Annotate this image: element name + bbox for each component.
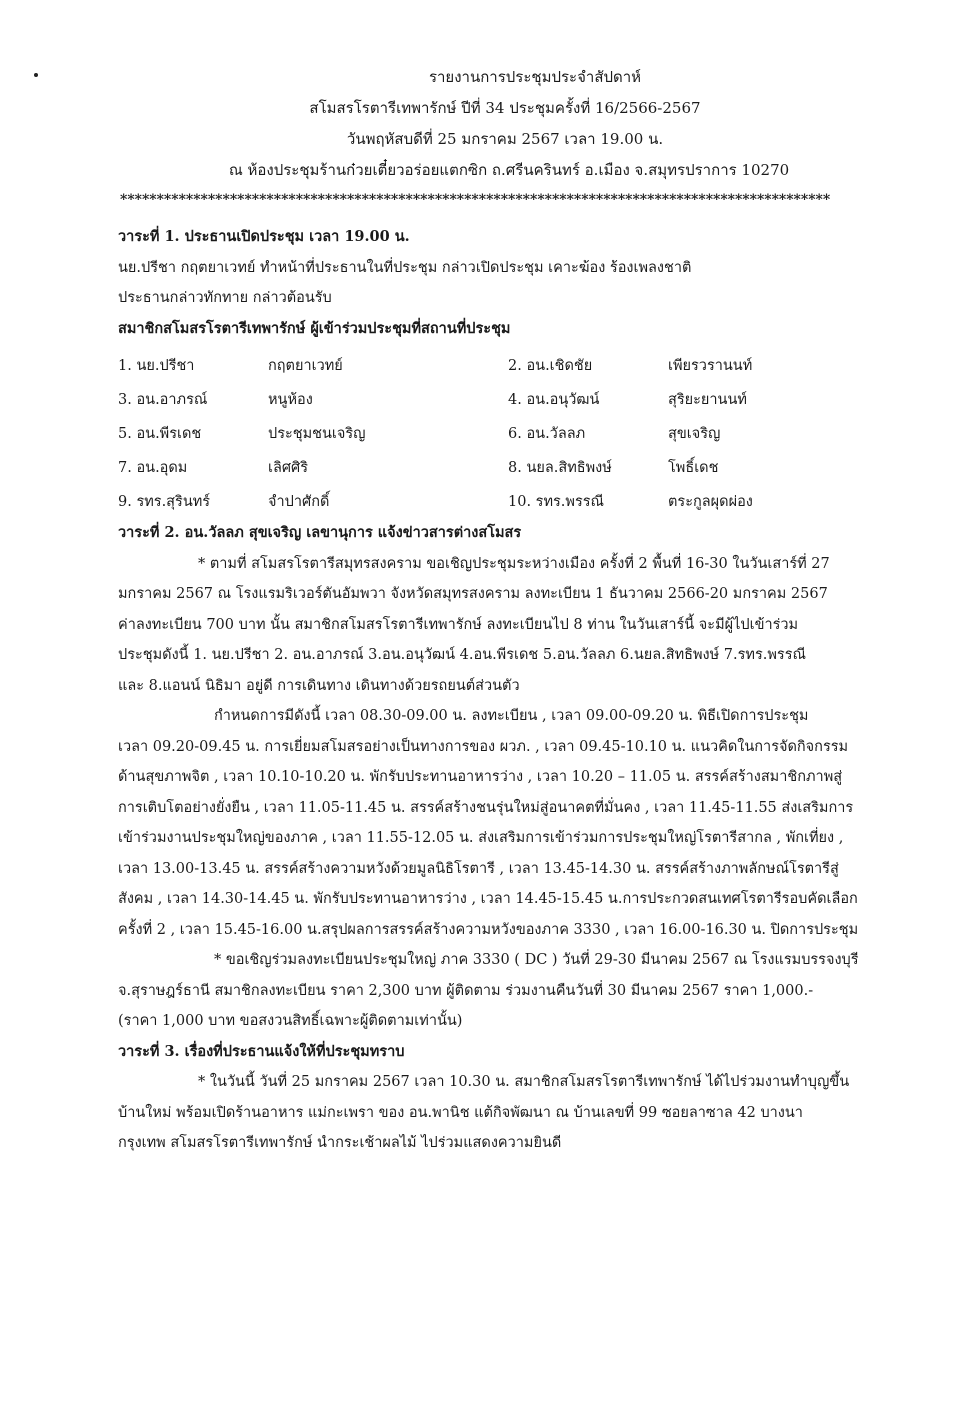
- member-name: 8. นยล.สิทธิพงษ์: [508, 459, 612, 476]
- member-surname: ตระกูลผุดผ่อง: [668, 493, 753, 510]
- member-name: 2. อน.เชิดชัย: [508, 357, 593, 374]
- paragraph-line: เข้าร่วมงานประชุมใหญ่ของภาค , เวลา 11.55-12.05 น. ส่งเสริมการเข้าร่วมการประชุมใหญ่โรตารีสากล , พักเที่ยง ,: [118, 830, 844, 846]
- member-surname: ประชุมชนเจริญ: [268, 425, 366, 442]
- report-header: [0, 62, 970, 186]
- paragraph-line: * ในวันนี้ วันที่ 25 มกราคม 2567 เวลา 10.30 น. สมาชิกสโมสรโรตารีเทพารักษ์ ได้ไปร่วมงานทำบุญขึ้น: [198, 1074, 850, 1090]
- paragraph-line: เวลา 13.00-13.45 น. สรรค์สร้างความหวังด้วยมูลนิธิโรตารี , เวลา 13.45-14.30 น. สรรค์สร้างภาพลักษณ์โรตารีสู่: [118, 860, 839, 877]
- member-name: 5. อน.พีรเดช: [118, 425, 202, 442]
- agenda3-paragraph-1: [118, 1067, 928, 1159]
- agenda1-text-line: นย.ปรีชา กฤตยาเวทย์ ทำหน้าที่ประธานในที่ประชุม กล่าวเปิดประชุม เคาะฆ้อง ร้องเพลงชาติ: [118, 259, 692, 276]
- member-name: 1. นย.ปรีชา: [118, 357, 195, 374]
- member-row: [118, 484, 928, 518]
- paragraph-line: จ.สุราษฎร์ธานี สมาชิกลงทะเบียน ราคา 2,300 บาท ผู้ติดตาม ร่วมงานคืนวันที่ 30 มีนาคม 2567 ราคา 1,000.-: [118, 982, 814, 999]
- venue-line: ณ ห้องประชุมร้านก๋วยเตี๋ยวอร่อยแตกซิก ถ.ศรีนครินทร์ อ.เมือง จ.สมุทรปราการ 10270: [228, 161, 790, 179]
- paragraph-line: การเติบโตอย่างยั่งยืน , เวลา 11.05-11.45 น. สรรค์สร้างชนรุ่นใหม่สู่อนาคตที่มั่นคง , เวลา 11.45-11.55 ส่งเสริมการ: [118, 799, 854, 816]
- member-surname: กฤตยาเวทย์: [268, 357, 343, 374]
- member-surname: หนูห้อง: [268, 391, 313, 408]
- report-body: [118, 222, 928, 1159]
- paragraph-line: บ้านใหม่ พร้อมเปิดร้านอาหาร แม่กะเพรา ของ อน.พานิช แต้กิจพัฒนา ณ บ้านเลขที่ 99 ซอยลาซาล 42 บางนา: [118, 1104, 803, 1121]
- member-row: [118, 348, 928, 382]
- member-surname: สุริยะยานนท์: [668, 391, 747, 408]
- paragraph-line: กรุงเทพ สโมสรโรตารีเทพารักษ์ นำกระเช้าผลไม้ ไปร่วมแสดงความยินดี: [118, 1135, 562, 1151]
- paragraph-line: ค่าลงทะเบียน 700 บาท นั้น สมาชิกสโมสรโรตารีเทพารักษ์ ลงทะเบียนไป 8 ท่าน ในวันเสาร์นี้ จะมีผู้ไปเข้าร่วม: [118, 616, 799, 633]
- separator-line: *************************************************************************************************: [120, 192, 831, 208]
- paragraph-line: ประชุมดังนี้ 1. นย.ปรีชา 2. อน.อาภรณ์ 3.อน.อนุวัฒน์ 4.อน.พีรเดช 5.อน.วัลลภ 6.นยล.สิทธิพงษ์ 7.รทร.พรรณี: [118, 647, 806, 663]
- agenda1-heading: วาระที่ 1. ประธานเปิดประชุม เวลา 19.00 น.: [118, 228, 410, 245]
- member-row: [118, 416, 928, 450]
- agenda1-text-line: ประธานกล่าวทักทาย กล่าวต้อนรับ: [118, 290, 332, 306]
- member-surname: เพียรวรานนท์: [668, 357, 753, 374]
- agenda2-heading: วาระที่ 2. อน.วัลลภ สุขเจริญ เลขานุการ แจ้งข่าวสารต่างสโมสร: [118, 524, 522, 541]
- member-name: 9. รทร.สุรินทร์: [118, 493, 211, 510]
- member-name: 4. อน.อนุวัฒน์: [508, 391, 600, 408]
- member-row: [118, 382, 928, 416]
- member-name: 7. อน.อุดม: [118, 459, 188, 476]
- date-line: วันพฤหัสบดีที่ 25 มกราคม 2567 เวลา 19.00 น.: [346, 130, 664, 148]
- member-name: 10. รทร.พรรณี: [508, 493, 604, 510]
- member-surname: จำปาศักดิ์: [268, 493, 330, 510]
- paragraph-line: ด้านสุขภาพจิต , เวลา 10.10-10.20 น. พักรับประทานอาหารว่าง , เวลา 10.20 – 11.05 น. สรรค์สร้างสมาชิกภาพสู่: [118, 769, 843, 785]
- member-surname: โพธิ์เดช: [668, 459, 719, 476]
- member-name: 6. อน.วัลลภ: [508, 425, 586, 442]
- agenda2-paragraph-1: [118, 549, 928, 702]
- members-heading: สมาชิกสโมสรโรตารีเทพารักษ์ ผู้เข้าร่วมประชุมที่สถานที่ประชุม: [118, 319, 511, 337]
- paragraph-line: สังคม , เวลา 14.30-14.45 น. พักรับประทานอาหารว่าง , เวลา 14.45-15.45 น.การประกวดสนเทศโรตารีรอบคัดเลือก: [118, 891, 858, 907]
- paragraph-line: กำหนดการมีดังนี้ เวลา 08.30-09.00 น. ลงทะเบียน , เวลา 09.00-09.20 น. พิธีเปิดการประชุม: [214, 708, 809, 724]
- agenda3-heading: วาระที่ 3. เรื่องที่ประธานแจ้งให้ที่ประชุมทราบ: [118, 1042, 405, 1060]
- report-title: รายงานการประชุมประจำสัปดาห์: [428, 68, 642, 86]
- club-line: สโมสรโรตารีเทพารักษ์ ปีที่ 34 ประชุมครั้งที่ 16/2566-2567: [309, 99, 701, 117]
- members-list: [118, 348, 928, 518]
- paragraph-line: * ขอเชิญร่วมลงทะเบียนประชุมใหญ่ ภาค 3330 ( DC ) วันที่ 29-30 มีนาคม 2567 ณ โรงแรมบรรจงบุรี: [214, 952, 859, 968]
- paragraph-line: (ราคา 1,000 บาท ขอสงวนสิทธิ์เฉพาะผู้ติดตามเท่านั้น): [118, 1013, 463, 1029]
- paragraph-line: และ 8.แอนน์ นิธิมา อยู่ดี การเดินทาง เดินทางด้วยรถยนต์ส่วนตัว: [118, 677, 520, 694]
- paragraph-line: ครั้งที่ 2 , เวลา 15.45-16.00 น.สรุปผลการสรรค์สร้างความหวังของภาค 3330 , เวลา 16.00-16.30 น. ปิดการประชุม: [118, 921, 859, 938]
- member-name: 3. อน.อาภรณ์: [118, 391, 208, 408]
- paragraph-line: * ตามที่ สโมสรโรตารีสมุทรสงคราม ขอเชิญประชุมระหว่างเมือง ครั้งที่ 2 พื้นที่ 16-30 ในวันเสาร์ที่ 27: [198, 555, 830, 572]
- member-surname: เลิศศิริ: [268, 459, 309, 476]
- agenda2-paragraph-2: [118, 701, 928, 945]
- member-surname: สุขเจริญ: [668, 425, 721, 442]
- paragraph-line: มกราคม 2567 ณ โรงแรมริเวอร์ตันอัมพวา จังหวัดสมุทรสงคราม ลงทะเบียน 1 ธันวาคม 2566-20 มกราคม 2567: [118, 586, 828, 602]
- member-row: [118, 450, 928, 484]
- paragraph-line: เวลา 09.20-09.45 น. การเยี่ยมสโมสรอย่างเป็นทางการของ ผวภ. , เวลา 09.45-10.10 น. แนวคิดในการจัดกิจกรรม: [118, 738, 849, 755]
- agenda2-paragraph-3: [118, 945, 928, 1037]
